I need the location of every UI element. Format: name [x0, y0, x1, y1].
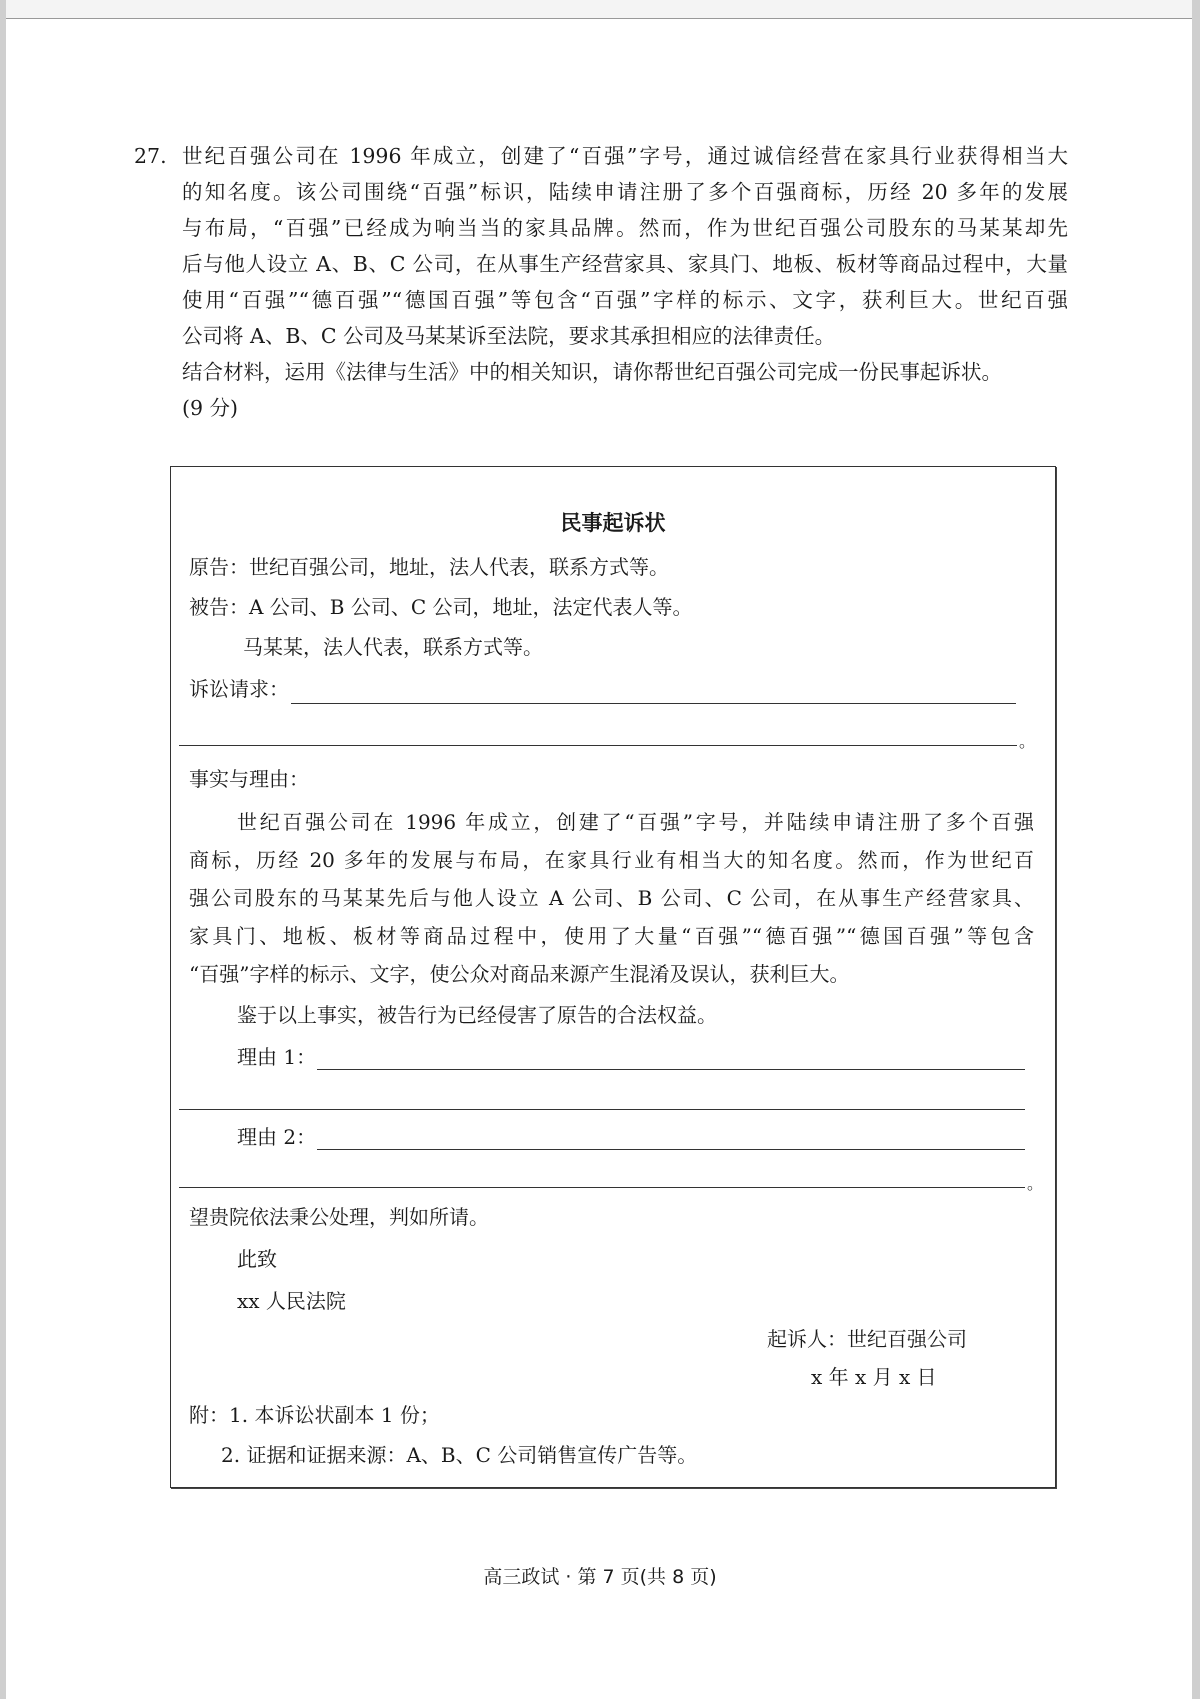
salutation: 此致	[237, 1247, 277, 1271]
facts-label: 事实与理由：	[189, 767, 309, 791]
reason-1-answer-line-1[interactable]	[317, 1069, 1025, 1070]
defendant-line: 被告：A 公司、B 公司、C 公司，地址，法定代表人等。	[189, 595, 693, 619]
conclusion-line: 鉴于以上事实，被告行为已经侵害了原告的合法权益。	[237, 1003, 717, 1027]
claims-answer-line-1[interactable]	[291, 703, 1016, 704]
facts-line: “百强”字样的标示、文字，使公众对商品来源产生混淆及误认，获利巨大。	[189, 962, 850, 986]
question-27	[134, 138, 1068, 426]
reason-1-label: 理由 1：	[237, 1045, 317, 1069]
attachment-2: 2. 证据和证据来源：A、B、C 公司销售宣传广告等。	[221, 1443, 698, 1467]
reason-2-answer-line-2[interactable]	[179, 1187, 1025, 1188]
page-edge-right	[1192, 0, 1200, 1699]
question-line: 的知名度。该公司围绕“百强”标识，陆续申请注册了多个百强商标，历经 20 多年的发展	[182, 180, 1068, 204]
defendant-line-2: 马某某，法人代表，联系方式等。	[243, 635, 543, 659]
date: x 年 x 月 x 日	[811, 1365, 937, 1389]
question-instruction: 结合材料，运用《法律与生活》中的相关知识，请你帮世纪百强公司完成一份民事起诉状。	[182, 360, 1002, 384]
claims-period: 。	[1019, 732, 1036, 751]
plaintiff-line: 原告：世纪百强公司，地址，法人代表，联系方式等。	[189, 555, 669, 579]
claims-answer-line-2[interactable]	[179, 745, 1017, 746]
question-score: (9 分)	[182, 396, 239, 420]
court-name: xx 人民法院	[237, 1289, 346, 1313]
form-title: 民事起诉状	[560, 511, 666, 535]
facts-line: 强公司股东的马某某先后与他人设立 A 公司、B 公司、C 公司，在从事生产经营家具、	[189, 886, 1034, 910]
question-line: 后与他人设立 A、B、C 公司，在从事生产经营家具、家具门、地板、板材等商品过程中，大量	[182, 252, 1068, 276]
page-edge-top	[0, 0, 1200, 19]
complaint-form	[170, 466, 1056, 1488]
question-line: 与布局，“百强”已经成为响当当的家具品牌。然而，作为世纪百强公司股东的马某某却先	[182, 216, 1068, 240]
question-line: 公司将 A、B、C 公司及马某某诉至法院，要求其承担相应的法律责任。	[182, 324, 836, 348]
reason-2-period: 。	[1027, 1174, 1044, 1193]
reason-2-answer-line-1[interactable]	[317, 1149, 1025, 1150]
facts-line: 商标，历经 20 多年的发展与布局，在家具行业有相当大的知名度。然而，作为世纪百	[189, 848, 1034, 872]
reason-1-answer-line-2[interactable]	[179, 1109, 1025, 1110]
claims-label: 诉讼请求：	[189, 677, 289, 701]
facts-line: 世纪百强公司在 1996 年成立，创建了“百强”字号，并陆续申请注册了多个百强	[237, 810, 1034, 834]
question-line: 世纪百强公司在 1996 年成立，创建了“百强”字号，通过诚信经营在家具行业获得相当大	[182, 144, 1068, 168]
request-line: 望贵院依法秉公处理，判如所请。	[189, 1205, 489, 1229]
signer: 起诉人：世纪百强公司	[767, 1327, 967, 1351]
facts-paragraph	[189, 803, 1034, 993]
page-footer: 高三政试 · 第 7 页(共 8 页)	[483, 1566, 717, 1588]
page-edge-left	[0, 0, 6, 1699]
question-line: 使用“百强”“德百强”“德国百强”等包含“百强”字样的标示、文字，获利巨大。世纪百强	[182, 288, 1068, 312]
question-number: 27.	[134, 144, 167, 168]
facts-line: 家具门、地板、板材等商品过程中，使用了大量“百强”“德百强”“德国百强”等包含	[189, 924, 1034, 948]
attachment-1: 附：1. 本诉讼状副本 1 份；	[189, 1403, 440, 1427]
reason-2-label: 理由 2：	[237, 1125, 317, 1149]
